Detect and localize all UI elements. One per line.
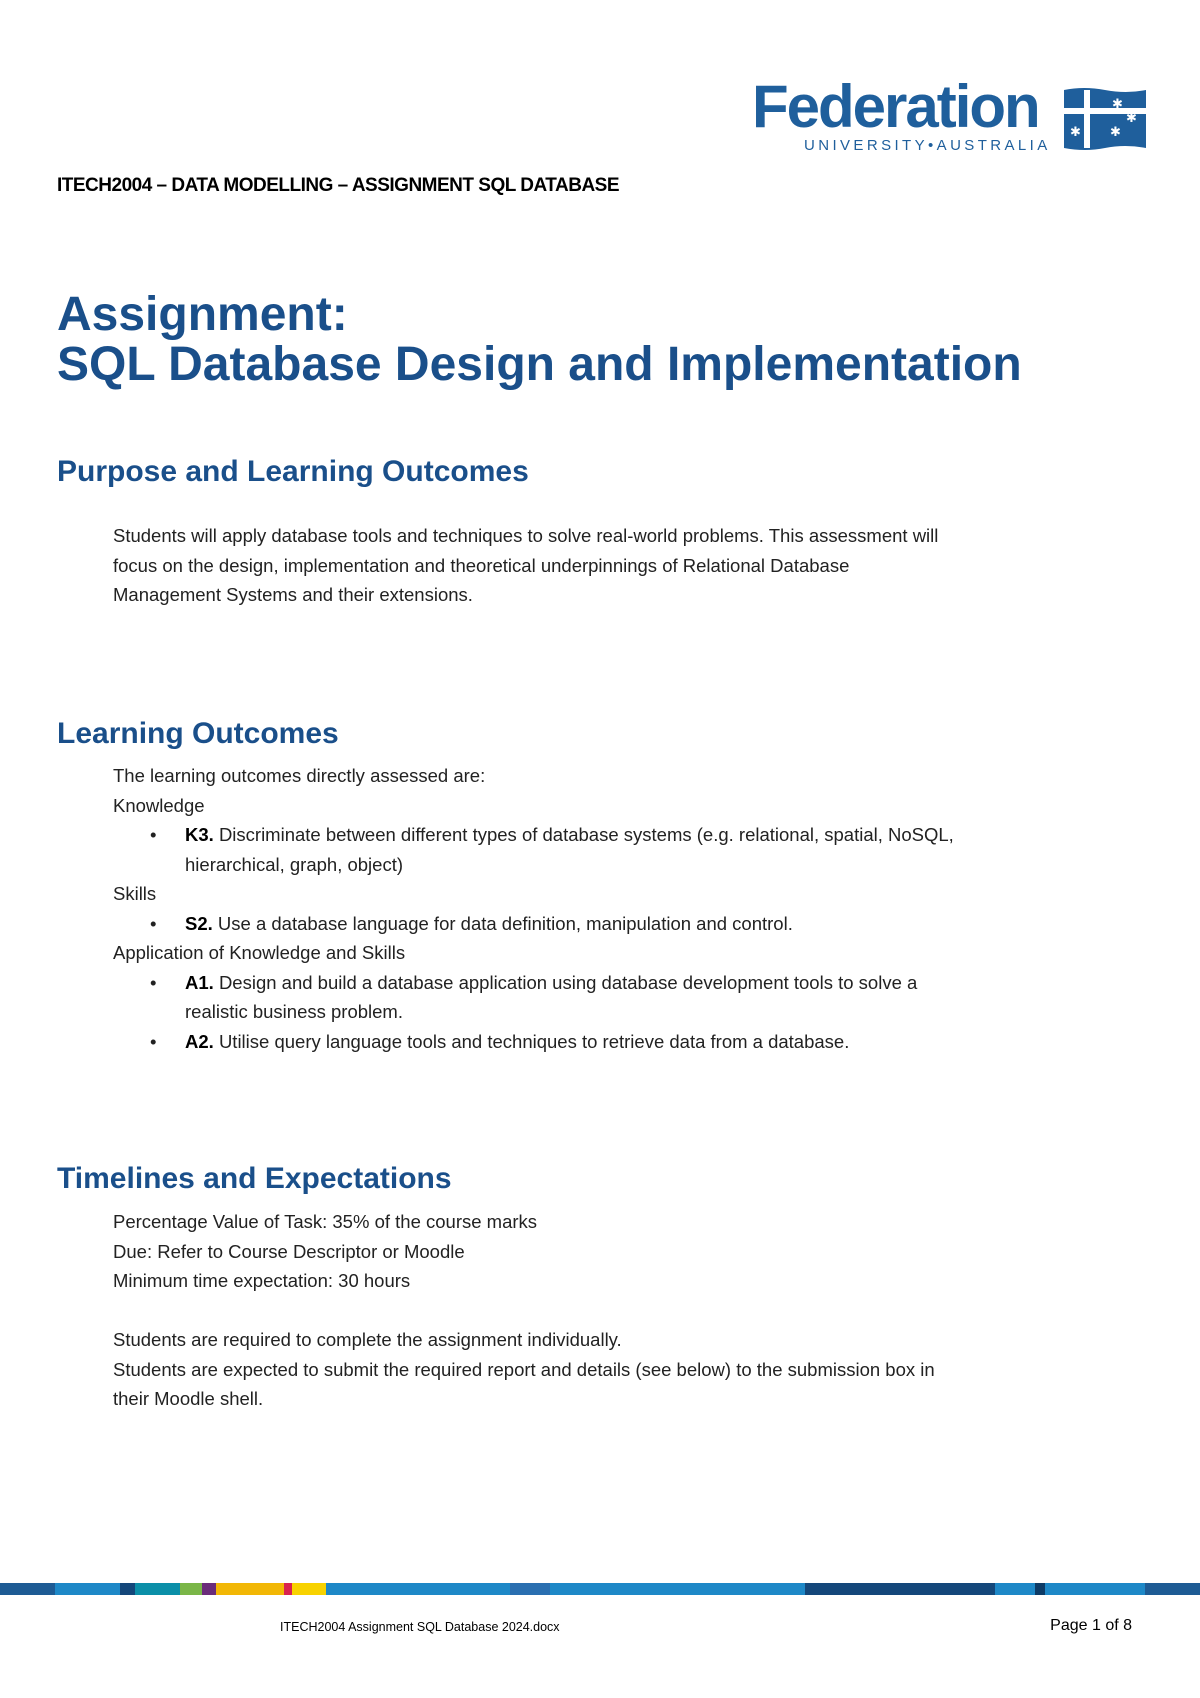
purpose-heading: Purpose and Learning Outcomes [57,455,529,488]
footer-filename: ITECH2004 Assignment SQL Database 2024.docx [280,1620,560,1634]
title-line-1: Assignment: [57,288,348,341]
outcome-a2 [113,1027,1033,1057]
timelines-heading: Timelines and Expectations [57,1162,452,1195]
bullet-icon: • [150,824,157,845]
purpose-line: focus on the design, implementation and theoretical underpinnings of Relational Database [113,554,850,576]
footer-page-number: Page 1 of 8 [1050,1617,1132,1634]
outcome-text: Utilise query language tools and techniques to retrieve data from a database. [218,1030,850,1052]
knowledge-label: Knowledge [113,794,205,816]
svg-text:✱: ✱ [1112,97,1123,112]
outcome-a1-continued: realistic business problem. [185,1001,403,1022]
timelines-paragraph [113,1207,1033,1414]
outcome-code: K3. [185,824,214,845]
percentage-value: Percentage Value of Task: 35% of the course marks [113,1211,538,1232]
outcome-code: A2. [185,1030,214,1052]
purpose-line: Management Systems and their extensions. [113,584,473,605]
outcome-a1 [113,968,1033,998]
minimum-time: Minimum time expectation: 30 hours [113,1270,411,1291]
bullet-icon: • [150,912,157,934]
application-label: Application of Knowledge and Skills [113,942,406,963]
outcome-code: A1. [185,971,214,993]
outcome-k3-continued: hierarchical, graph, object) [185,853,403,875]
logo-tagline: UNIVERSITY•AUSTRALIA [804,137,1051,154]
flag-icon [1064,86,1146,152]
purpose-paragraph [113,521,1033,610]
individual-note: Students are required to complete the assignment individually. [113,1329,622,1350]
outcome-s2 [113,909,1033,939]
title-line-2: SQL Database Design and Implementation [57,338,1022,391]
svg-text:✱: ✱ [1126,111,1137,126]
page-title [57,290,1022,390]
skills-label: Skills [113,883,157,904]
outcomes-intro: The learning outcomes directly assessed are: [113,765,486,786]
logo-wordmark: Federation [752,73,1039,140]
due-date: Due: Refer to Course Descriptor or Moodle [113,1240,465,1262]
federation-logo [752,73,1147,160]
outcome-text: Discriminate between different types of database systems (e.g. relational, spatial, NoSQL, [218,824,954,845]
blank-line [113,1296,1033,1326]
bullet-icon: • [150,1030,157,1052]
course-header: ITECH2004 – DATA MODELLING – ASSIGNMENT SQL DATABASE [57,175,620,196]
submission-note-continued: their Moodle shell. [113,1388,264,1409]
svg-text:✱: ✱ [1110,125,1121,140]
footer-stripe [0,1583,1200,1595]
outcome-k3 [113,820,1033,850]
purpose-line: Students will apply database tools and techniques to solve real-world problems. This assessment will [113,525,939,546]
svg-text:✱: ✱ [1070,125,1081,140]
outcomes-heading: Learning Outcomes [57,717,339,750]
outcome-text: Use a database language for data definition, manipulation and control. [217,912,793,934]
outcome-text: Design and build a database application using database development tools to solve a [218,971,918,993]
submission-note: Students are expected to submit the required report and details (see below) to the submission box in [113,1358,935,1380]
bullet-icon: • [150,971,157,993]
outcomes-list [113,761,1033,1056]
outcome-code: S2. [185,912,213,934]
